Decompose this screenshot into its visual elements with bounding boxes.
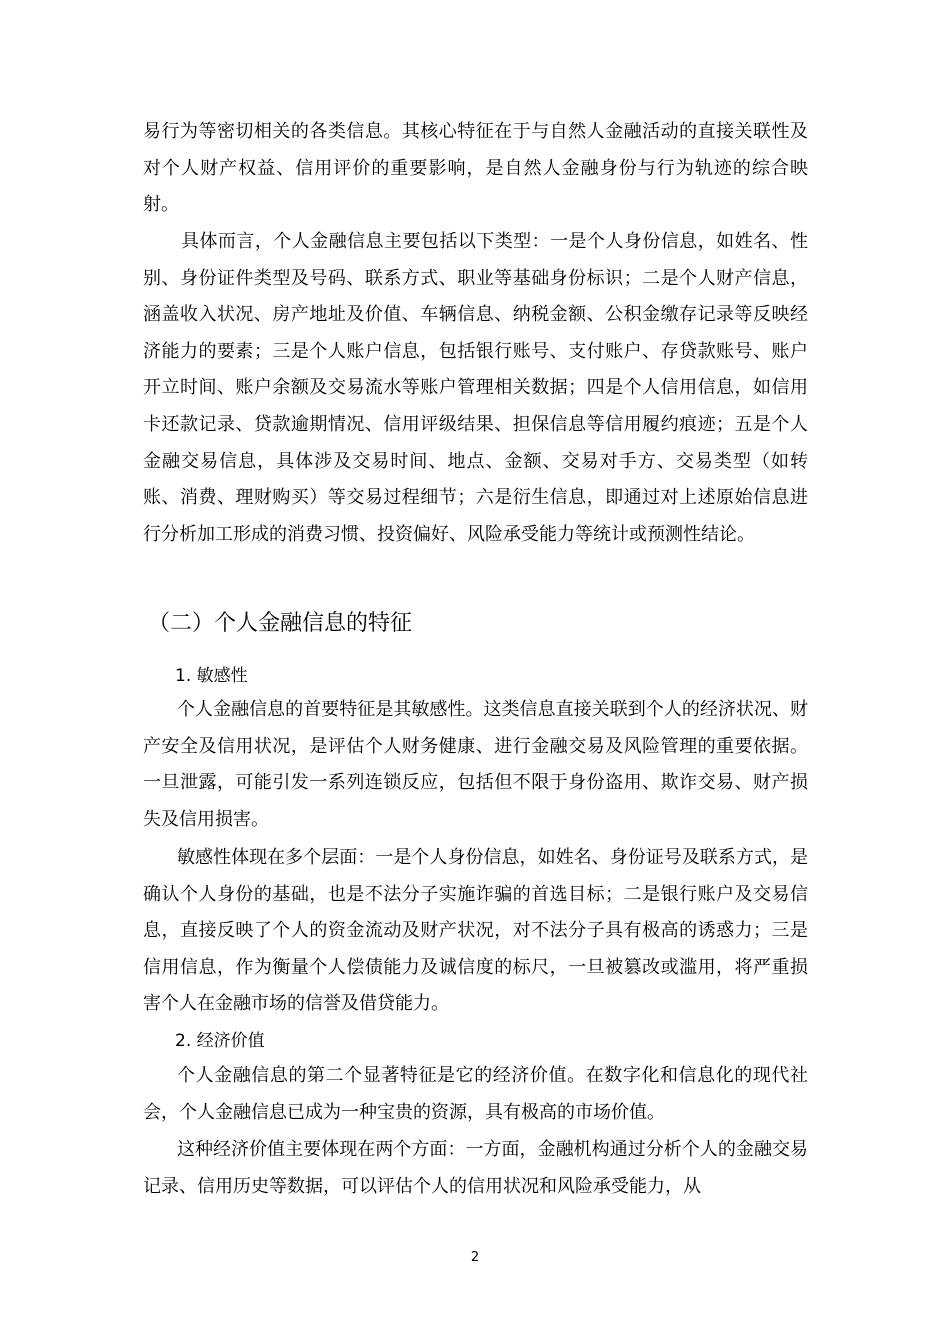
section-heading: （二）个人金融信息的特征 — [148, 611, 413, 636]
paragraph-sensitivity-1: 个人金融信息的首要特征是其敏感性。这类信息直接关联到个人的经济状况、财产安全及信用状况，是评估个人财务健康、进行金融交易及风险管理的重要依据。一旦泄露，可能引发一系列连锁反应，包括但不限于身份盗用、欺诈交易、财产损失及信用损害。 — [143, 699, 808, 830]
paragraph-economic-value-1: 个人金融信息的第二个显著特征是它的经济价值。在数字化和信息化的现代社会，个人金融信息已成为一种宝贵的资源，具有极高的市场价值。 — [143, 1065, 808, 1123]
subheading-sensitivity: 1. 敏感性 — [175, 666, 248, 686]
page-number: 2 — [470, 1250, 480, 1265]
paragraph-types-of-info: 具体而言，个人金融信息主要包括以下类型：一是个人身份信息，如姓名、性别、身份证件类型及号码、联系方式、职业等基础身份标识；二是个人财产信息，涵盖收入状况、房产地址及价值、车辆信息、纳税金额、公积金缴存记录等反映经济能力的要素；三是个人账户信息，包括银行账号、支付账户、存贷款账号、账户开立时间、账户余额及交易流水等账户管理相关数据；四是个人信用信息，如信用卡还款记录、贷款逾期情况、信用评级结果、担保信息等信用履约痕迹；五是个人金融交易信息，具体涉及交易时间、地点、金额、交易对手方、交易类型（如转账、消费、理财购买）等交易过程细节；六是衍生信息，即通过对上述原始信息进行分析加工形成的消费习惯、投资偏好、风险承受能力等统计或预测性结论。 — [143, 231, 808, 545]
paragraph-continuation: 易行为等密切相关的各类信息。其核心特征在于与自然人金融活动的直接关联性及对个人财产权益、信用评价的重要影响，是自然人金融身份与行为轨迹的综合映射。 — [143, 121, 808, 216]
subheading-economic-value: 2. 经济价值 — [175, 1031, 265, 1051]
paragraph-economic-value-2: 这种经济价值主要体现在两个方面：一方面，金融机构通过分析个人的金融交易记录、信用历史等数据，可以评估个人的信用状况和风险承受能力，从 — [143, 1139, 808, 1197]
paragraph-sensitivity-2: 敏感性体现在多个层面：一是个人身份信息，如姓名、身份证号及联系方式，是确认个人身份的基础，也是不法分子实施诈骗的首选目标；二是银行账户及交易信息，直接反映了个人的资金流动及财产状况，对不法分子具有极高的诱惑力；三是信用信息，作为衡量个人偿债能力及诚信度的标尺，一旦被篡改或滥用，将严重损害个人在金融市场的信誉及借贷能力。 — [143, 847, 808, 1015]
